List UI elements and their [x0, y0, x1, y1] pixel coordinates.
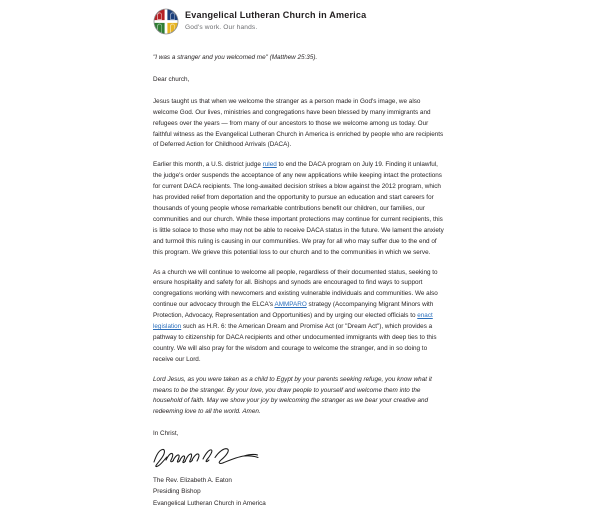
- enact-legislation-link[interactable]: enact legislation: [153, 312, 433, 331]
- scripture-epigraph: "I was a stranger and you welcomed me" (Matthew 25:35).: [153, 54, 318, 61]
- signer-organization: Evangelical Lutheran Church in America: [153, 499, 266, 507]
- paragraph-ruling-text-a: Earlier this month, a U.S. district judge: [153, 161, 263, 169]
- letter-content: [153, 8, 447, 509]
- paragraph-prayer: Lord Jesus, as you were taken as a child to Egypt by your parents seeking refuge, you know what it means to be the stranger. By your love, you draw people to yourself and welcome them into the household of faith. May we show your joy by welcoming the stranger as we bear your creative and redeeming love to all the world. Amen.: [153, 375, 432, 416]
- paragraph-welcome: Jesus taught us that when we welcome the stranger as a person made in God's image, we also welcome God. Our lives, ministries and congregations have been blessed by many immigrants and refugees over the years — from many of our ancestors to those we welcome among us today. Our faithful witness as the Evangelical Lutheran Church in America is enriched by people who are recipients of Deferred Action for Childhood Arrivals (DACA).: [153, 97, 444, 149]
- paragraph-advocacy-text-c: such as H.R. 6: the American Dream and Promise Act (or "Dream Act"), which provides a pathway to citizenship for DACA recipients and other undocumented immigrants with deep ties to this country. We will also pray for the wisdom and courage to welcome the stranger, and in so doing to receive our Lord.: [153, 323, 437, 363]
- handwritten-signature-icon: [151, 445, 271, 471]
- paragraph-advocacy: [153, 268, 447, 366]
- paragraph-advocacy-text-b: strategy (Accompanying Migrant Minors with Protection, Advocacy, Representation and Opportunities) and by urging our elected officials to: [153, 301, 434, 320]
- organization-name: Evangelical Lutheran Church in America: [185, 10, 367, 21]
- ruled-link[interactable]: ruled: [262, 161, 277, 169]
- ammparo-link[interactable]: AMMPARO: [274, 301, 307, 309]
- elca-logo-header: [153, 8, 447, 35]
- paragraph-ruling: [153, 160, 447, 258]
- paragraph-ruling-text-b: to end the DACA program on July 19. Finding it unlawful, the judge's order suspends the acceptance of any new applications while keeping intact the protections for current DACA recipients. The long-awaited decision strikes a blow against the 2012 program, which has provided relief from deportation and the opportunity to pursue an education and start careers for thousands of young people whose remarkable contributions benefit our children, our families, our communities and our church. While these important protections may continue for current recipients, this is little solace to those who may not be able to receive DACA status in the future. We lament the anxiety and turmoil this ruling is causing in our communities. We pray for all who may suffer due to the end of this program. We grieve this potential loss to our church and to the communities in which we serve.: [153, 161, 444, 256]
- elca-cross-emblem-icon: [153, 8, 179, 35]
- signer-title: Presiding Bishop: [153, 488, 201, 496]
- signer-name: The Rev. Elizabeth A. Eaton: [153, 477, 232, 485]
- paragraph-advocacy-text-a: As a church we will continue to welcome all people, regardless of their documented status, seeking to ensure hospitality and safety for all. Bishops and synods are encouraged to find ways to support congregations working with newcomers and existing vulnerable individuals and communities. We also continue our advocacy through the ELCA's: [153, 268, 438, 309]
- organization-tagline: God's work. Our hands.: [185, 24, 258, 32]
- brand-text-block: [185, 10, 366, 32]
- closing-line: In Christ,: [153, 430, 179, 438]
- salutation: Dear church,: [153, 75, 190, 83]
- signature-block: [153, 475, 447, 509]
